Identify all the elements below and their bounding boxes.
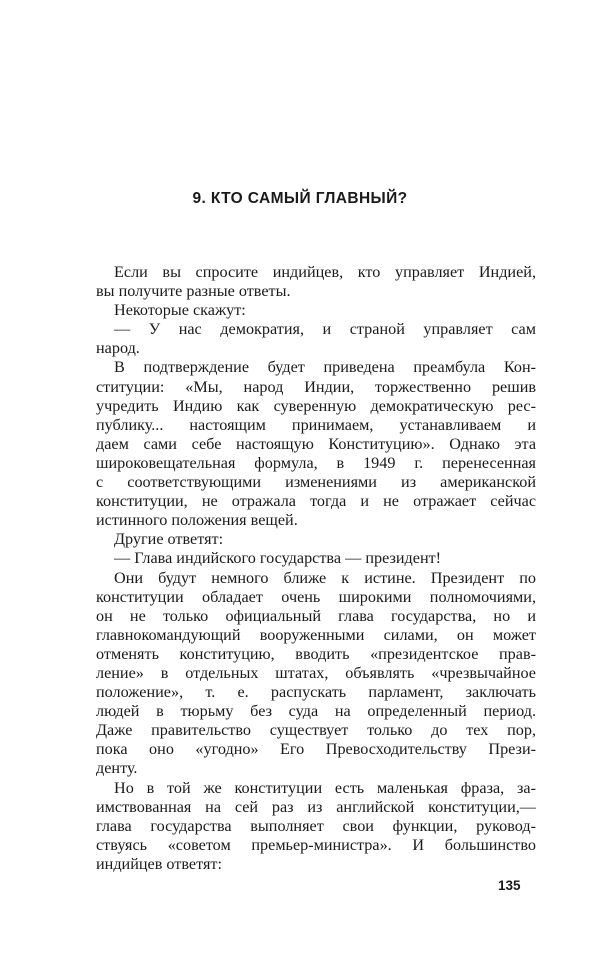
text-line: он не только официальный глава государства, но и — [96, 606, 536, 625]
text-line: — У нас демократия, и страной управляет сам — [114, 320, 536, 339]
text-line: конституции обладает очень широкими полномочиями, — [96, 587, 536, 606]
chapter-title: 9. КТО САМЫЙ ГЛАВНЫЙ? — [192, 190, 408, 207]
text-line: Они будут немного ближе к истине. Президент по — [114, 568, 536, 587]
text-line: главнокомандующий вооруженными силами, он может — [96, 625, 536, 644]
text-line: учредить Индию как суверенную демократическую рес- — [96, 396, 536, 415]
body-text — [96, 263, 536, 874]
text-line: пока оно «угодно» Его Превосходительству Прези- — [96, 740, 536, 759]
text-line: ление» в отдельных штатах, объявлять «чрезвычайное — [96, 663, 536, 682]
text-line: даем сами себе настоящую Конституцию». Однако эта — [96, 434, 536, 453]
text-line: имствованная на сей раз из английской конституции,— — [96, 797, 536, 816]
text-line: — Глава индийского государства — президент! — [114, 549, 442, 568]
text-line: ституции: «Мы, народ Индии, торжественно решив — [96, 377, 536, 396]
text-line: Даже правительство существует только до тех пор, — [96, 721, 536, 740]
text-line: индийцев ответят: — [96, 854, 222, 873]
page-number: 135 — [498, 878, 521, 893]
text-line: с соответствующими изменениями из американской — [96, 473, 536, 492]
text-line: В подтверждение будет приведена преамбула Кон- — [114, 358, 536, 377]
text-line: отменять конституцию, вводить «президентское прав- — [96, 644, 536, 663]
text-line: Но в той же конституции есть маленькая фраза, за- — [114, 778, 536, 797]
text-line: положение», т. е. распускать парламент, заключать — [96, 683, 536, 702]
text-line: публику... настоящим принимаем, устанавливаем и — [96, 415, 536, 434]
text-line: Если вы спросите индийцев, кто управляет Индией, — [114, 263, 536, 281]
text-line: Некоторые скажут: — [114, 301, 246, 320]
text-line: конституции, не отражала тогда и не отражает сейчас — [96, 492, 536, 511]
text-line: Другие ответят: — [114, 530, 224, 549]
text-line: ствуясь «советом премьер-министра». И большинство — [96, 835, 536, 854]
text-line: вы получите разные ответы. — [96, 282, 291, 301]
text-line: людей в тюрьму без суда на определенный период. — [96, 702, 536, 721]
text-line: широковещательная формула, в 1949 г. перенесенная — [96, 453, 536, 472]
text-line: истинного положения вещей. — [96, 511, 298, 530]
text-line: денту. — [96, 759, 138, 778]
text-line: глава государства выполняет свои функции, руковод- — [96, 816, 536, 835]
text-line: народ. — [96, 339, 140, 358]
